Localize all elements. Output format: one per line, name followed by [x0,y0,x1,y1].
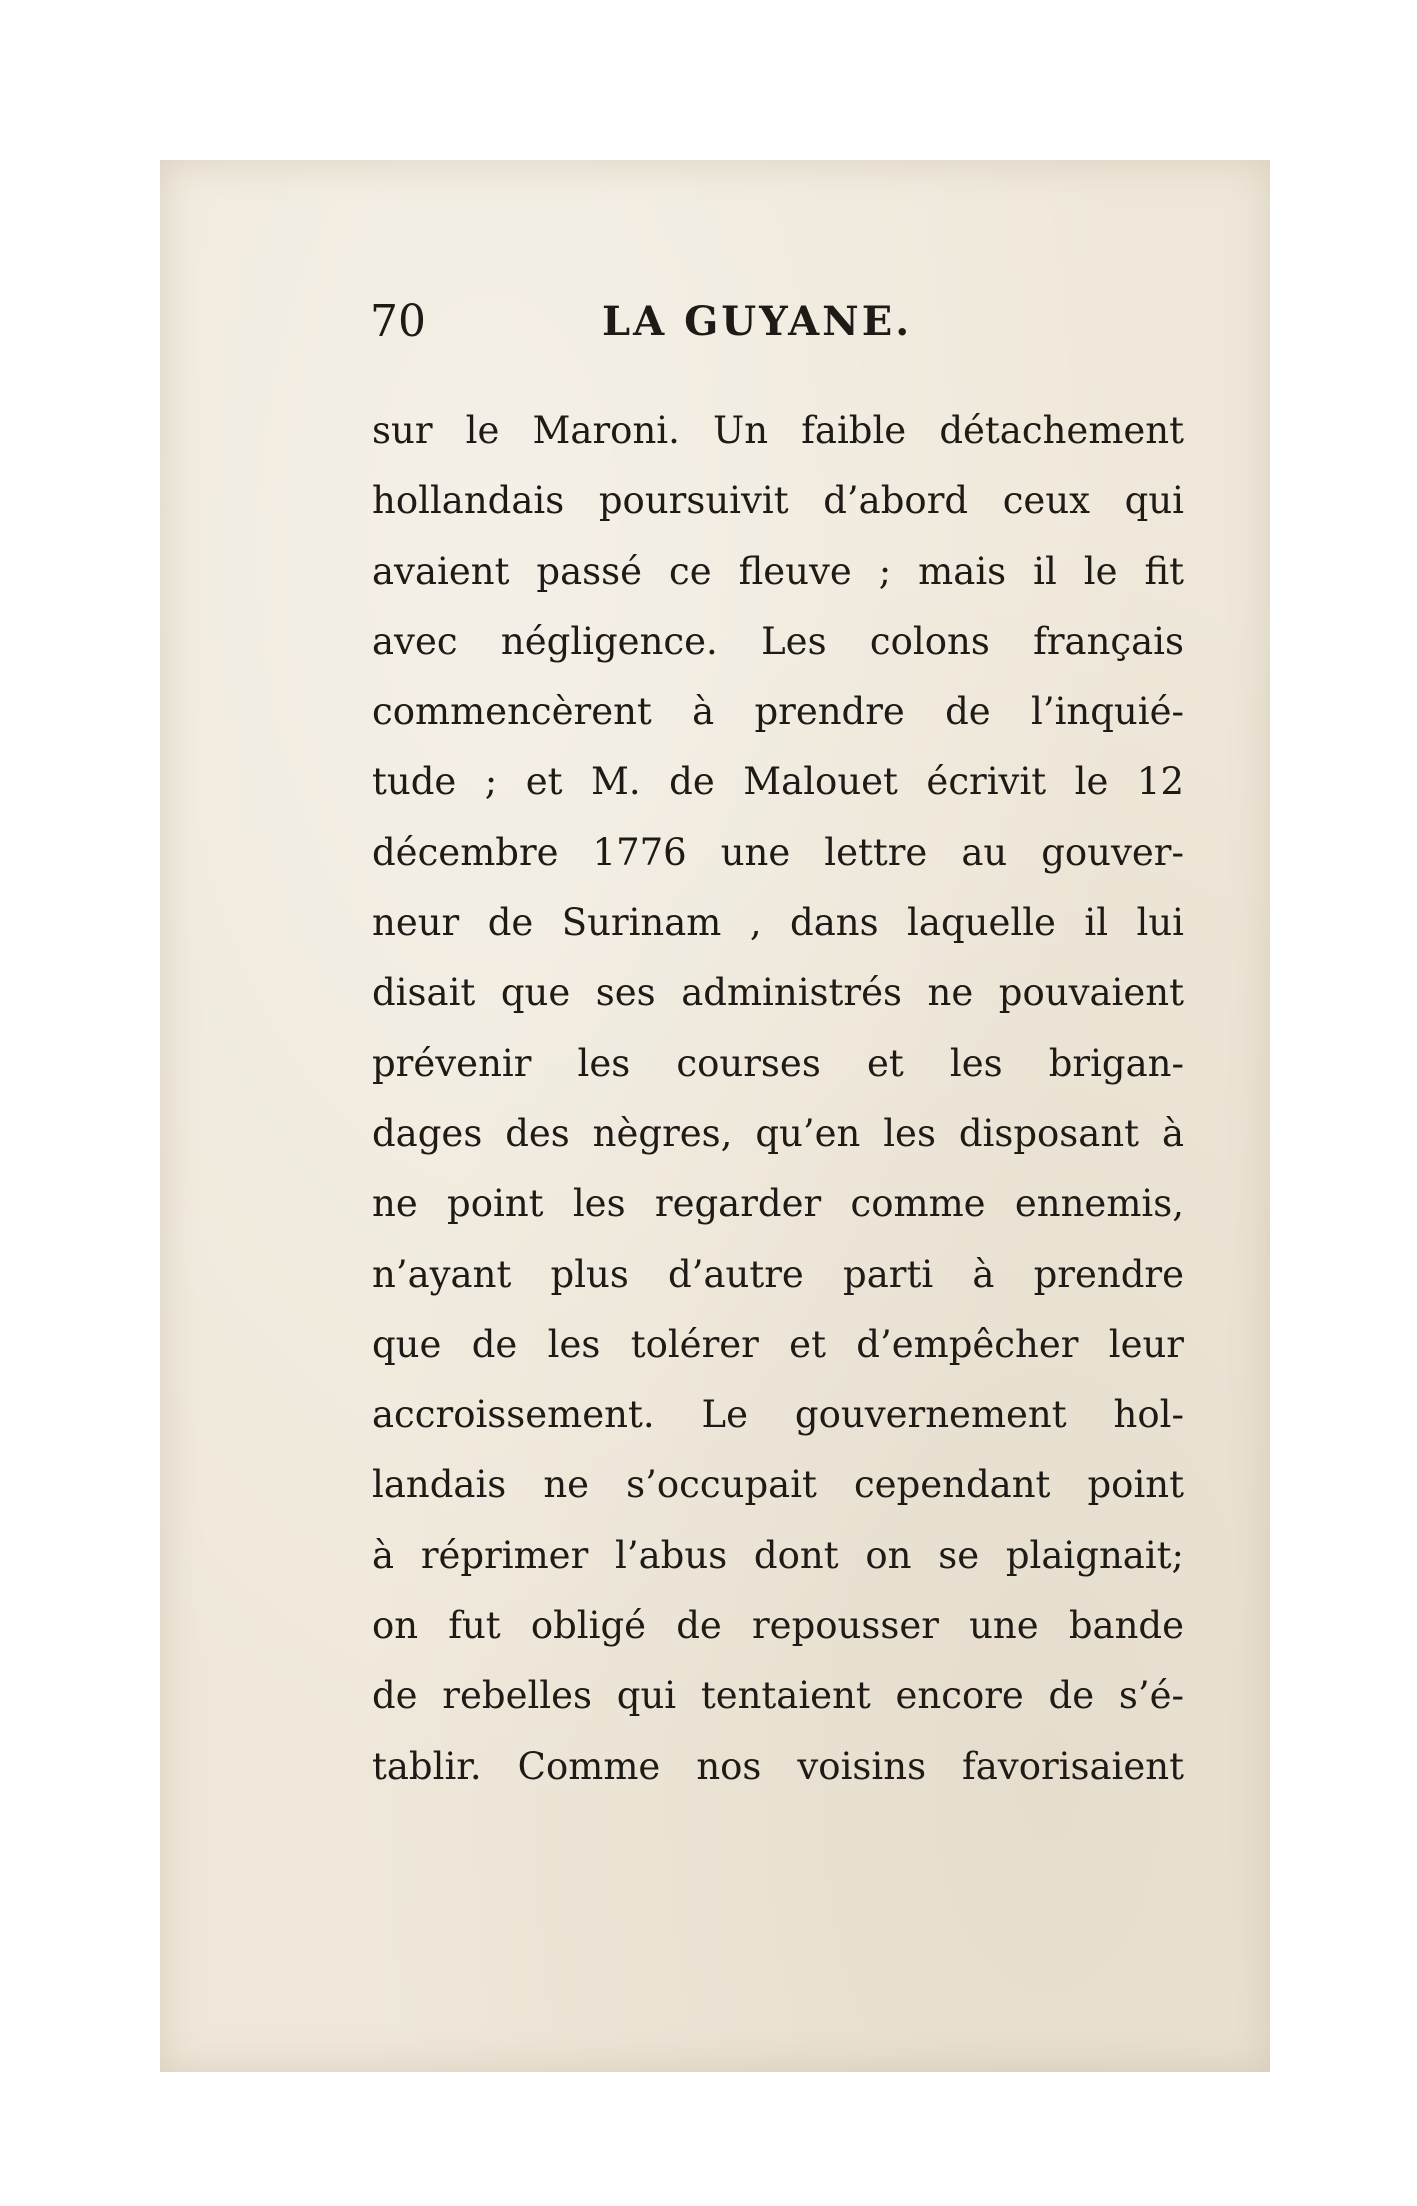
text-line: sur le Maroni. Un faible détachement [372,409,1184,452]
text-line: avaient passé ce fleuve ; mais il le fit [372,549,1184,593]
scanned-book-page [160,160,1270,2072]
text-line: commencèrent à prendre de l’inquié- [372,690,1184,734]
text-line: neur de Surinam , dans laquelle il lui [372,901,1184,945]
text-line: disait que ses administrés ne pouvaient [372,971,1184,1015]
page-number: 70 [370,296,426,347]
text-line: décembre 1776 une lettre au gouver- [372,830,1184,874]
text-line: dages des nègres, qu’en les disposant à [372,1111,1184,1155]
text-line: avec négligence. Les colons français [372,619,1184,663]
text-line: de rebelles qui tentaient encore de s’é- [372,1674,1184,1718]
body-text [372,396,1184,1802]
running-head [370,292,990,352]
text-line: prévenir les courses et les brigan- [372,1041,1184,1085]
text-line: on fut obligé de repousser une bande [372,1604,1184,1648]
text-line: accroissement. Le gouvernement hol- [372,1393,1184,1437]
text-line: ne point les regarder comme ennemis, [372,1182,1184,1226]
text-line: landais ne s’occupait cependant point [372,1463,1184,1507]
text-line: à réprimer l’abus dont on se plaignait; [372,1533,1184,1577]
text-line: que de les tolérer et d’empêcher leur [372,1322,1184,1366]
running-title: LA GUYANE. [602,298,913,345]
text-line: n’ayant plus d’autre parti à prendre [372,1252,1184,1296]
text-line: hollandais poursuivit d’abord ceux qui [372,479,1184,523]
text-line: tude ; et M. de Malouet écrivit le 12 [372,760,1184,804]
text-line: tablir. Comme nos voisins favorisaient [372,1744,1184,1788]
